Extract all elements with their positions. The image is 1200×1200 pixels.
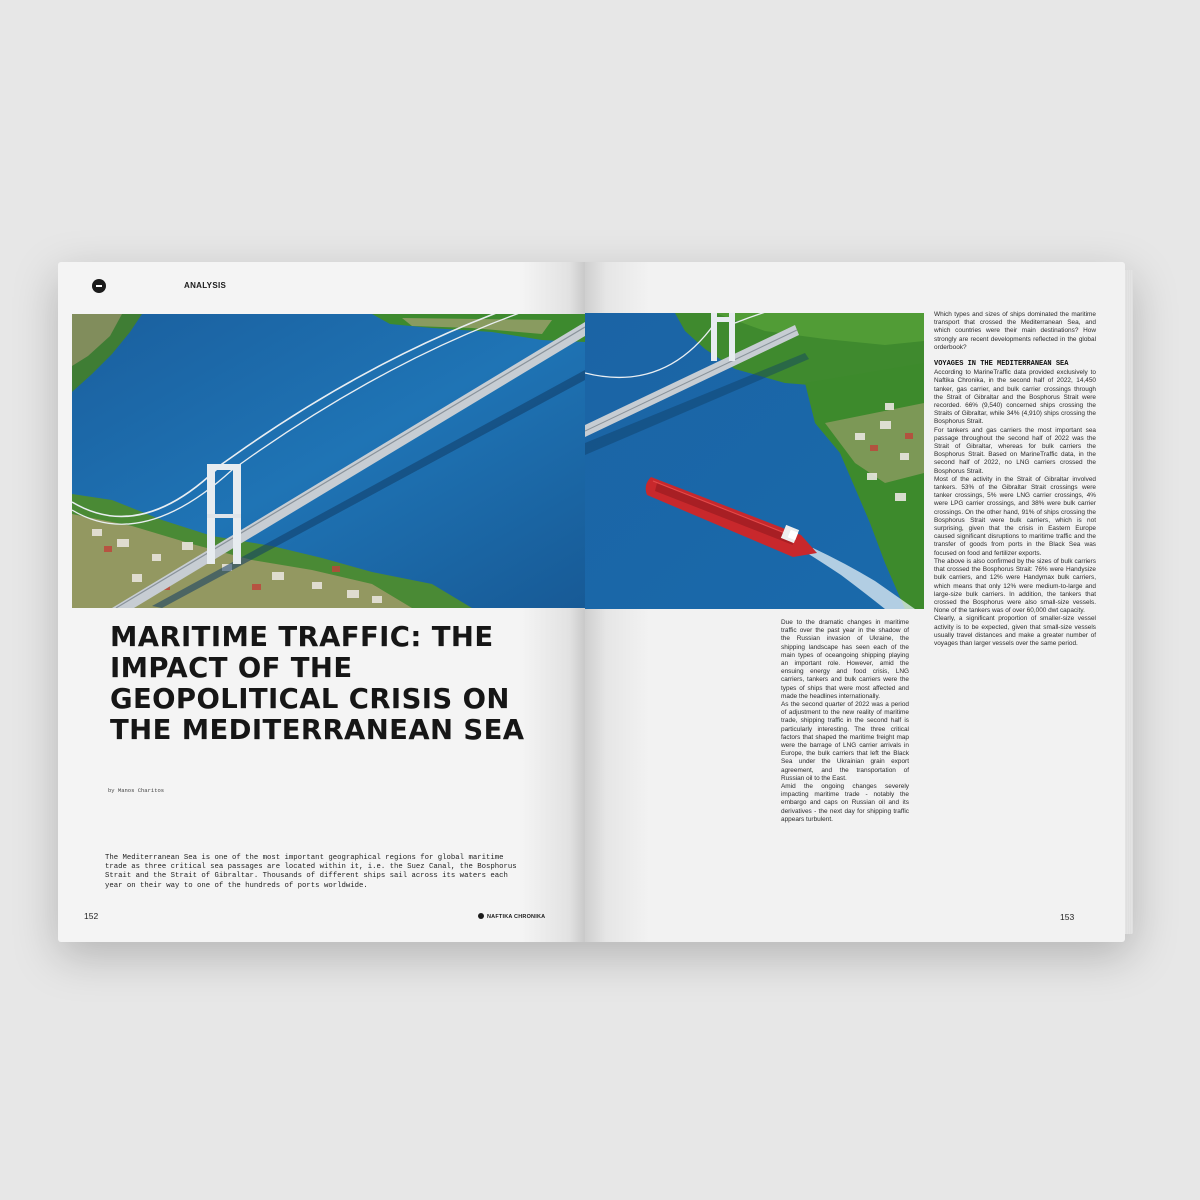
bridge-photo-left xyxy=(72,314,585,608)
bosphorus-bridge-aerial-left xyxy=(72,314,585,608)
footer-brand: NAFTIKA CHRONIKA xyxy=(478,913,545,920)
paragraph: Due to the dramatic changes in maritime traffic over the past year in the shadow of the Russian invasion of Ukraine, the shipping landscape has seen each of the main types of oceangoing shipping playing an important role. However, amid the ensuing energy and food crisis, LNG carriers, tankers and bulk carriers were the types of ships that were most affected and made the headlines internationally. xyxy=(781,619,909,700)
right-page xyxy=(585,262,1125,942)
article-column-right xyxy=(934,311,1096,648)
article-byline: by Manos Charitos xyxy=(108,787,165,794)
magazine-spread xyxy=(58,262,1132,942)
paragraph: Amid the ongoing changes severely impacting maritime trade - notably the embargo and caps on Russian oil and its derivatives - the next day for shipping traffic appears turbulent. xyxy=(781,783,909,823)
paragraph: As the second quarter of 2022 was a period of adjustment to the new reality of maritime trade, shipping traffic in the second half is particularly interesting. The three critical factors that shaped the maritime freight map were the barrage of LNG carrier arrivals in Europe, the bulk carriers that left the Black Sea under the Ukrainian grain export agreement, and the transportation of Russian oil to the East. xyxy=(781,701,909,782)
article-headline: MARITIME TRAFFIC: THE IMPACT OF THE GEOPOLITICAL CRISIS ON THE MEDITERRANEAN SEA xyxy=(110,621,525,746)
paragraph: For tankers and gas carriers the most important sea passage throughout the second half of 2022 was the Strait of Gibraltar, whereas for bulk carriers the Bosphorus Strait. Based on MarineTraffic data, in the second half of 2022, no LNG carriers crossed the Bosphorus Strait. xyxy=(934,426,1096,475)
section-badge-icon xyxy=(92,279,106,293)
bosphorus-ship-aerial-right xyxy=(585,313,924,609)
bridge-photo-right xyxy=(585,313,924,609)
page-stack-edge xyxy=(1125,270,1133,934)
paragraph: Clearly, a significant proportion of smaller-size vessel activity is to be expected, given that small-size vessels usually travel distances and make a greater number of voyages than larger vessels over the same period. xyxy=(934,615,1096,647)
article-intro: The Mediterranean Sea is one of the most important geographical regions for global maritime trade as three critical sea passages are located within it, i.e. the Suez Canal, the Bosphorus Strait and the Strait of Gibraltar. Thousands of different ships sail across its waters each year on their way to one of the hundreds of ports worldwide. xyxy=(105,854,517,890)
page-number-left: 152 xyxy=(84,911,99,921)
article-column-middle xyxy=(781,619,909,824)
lead-questions: Which types and sizes of ships dominated the maritime transport that crossed the Mediterranean Sea, and which countries were their main destinations? How strongly are recent developments reflected in the global orderbook? xyxy=(934,311,1096,351)
section-label: ANALYSIS xyxy=(184,281,227,290)
paragraph: The above is also confirmed by the sizes of bulk carriers that crossed the Bosphorus Strait: 76% were Handysize bulk carriers, and 12% were Handymax bulk carriers, which means that only 12% were medium-to-large and large-size bulk carriers. In addition, the tankers that crossed the Bosphorus were also small-size vessels. None of the tankers was of over 60,000 dwt capacity. xyxy=(934,557,1096,615)
paragraph: Most of the activity in the Strait of Gibraltar involved tankers. 53% of the Gibraltar Strait crossings were tanker crossings, 5% were LNG carrier crossings, 4% were LPG carrier crossings, and 38% were bulk carrier crossings. On the other hand, 91% of ships crossing the Bosphorus Strait were bulk carriers, which is not surprising, given that the crisis in Eastern Europe caused significant disruptions to maritime traffic and the transfer of goods from ports in the Black Sea was focused on food and fertilizer exports. xyxy=(934,475,1096,557)
paragraph: According to MarineTraffic data provided exclusively to Naftika Chronika, in the second half of 2022, 14,450 tanker, gas carrier, and bulk carrier crossings through the Strait of Gibraltar and the Bosphorus Strait were recorded. 66% (9,540) concerned ships crossing the Straits of Gibraltar, while 34% (4,910) ships crossing the Bosphorus Strait. xyxy=(934,369,1096,426)
page-number-right: 153 xyxy=(1060,912,1075,922)
section-subhead: VOYAGES IN THE MEDITERRANEAN SEA xyxy=(934,360,1069,369)
left-page xyxy=(58,262,585,942)
